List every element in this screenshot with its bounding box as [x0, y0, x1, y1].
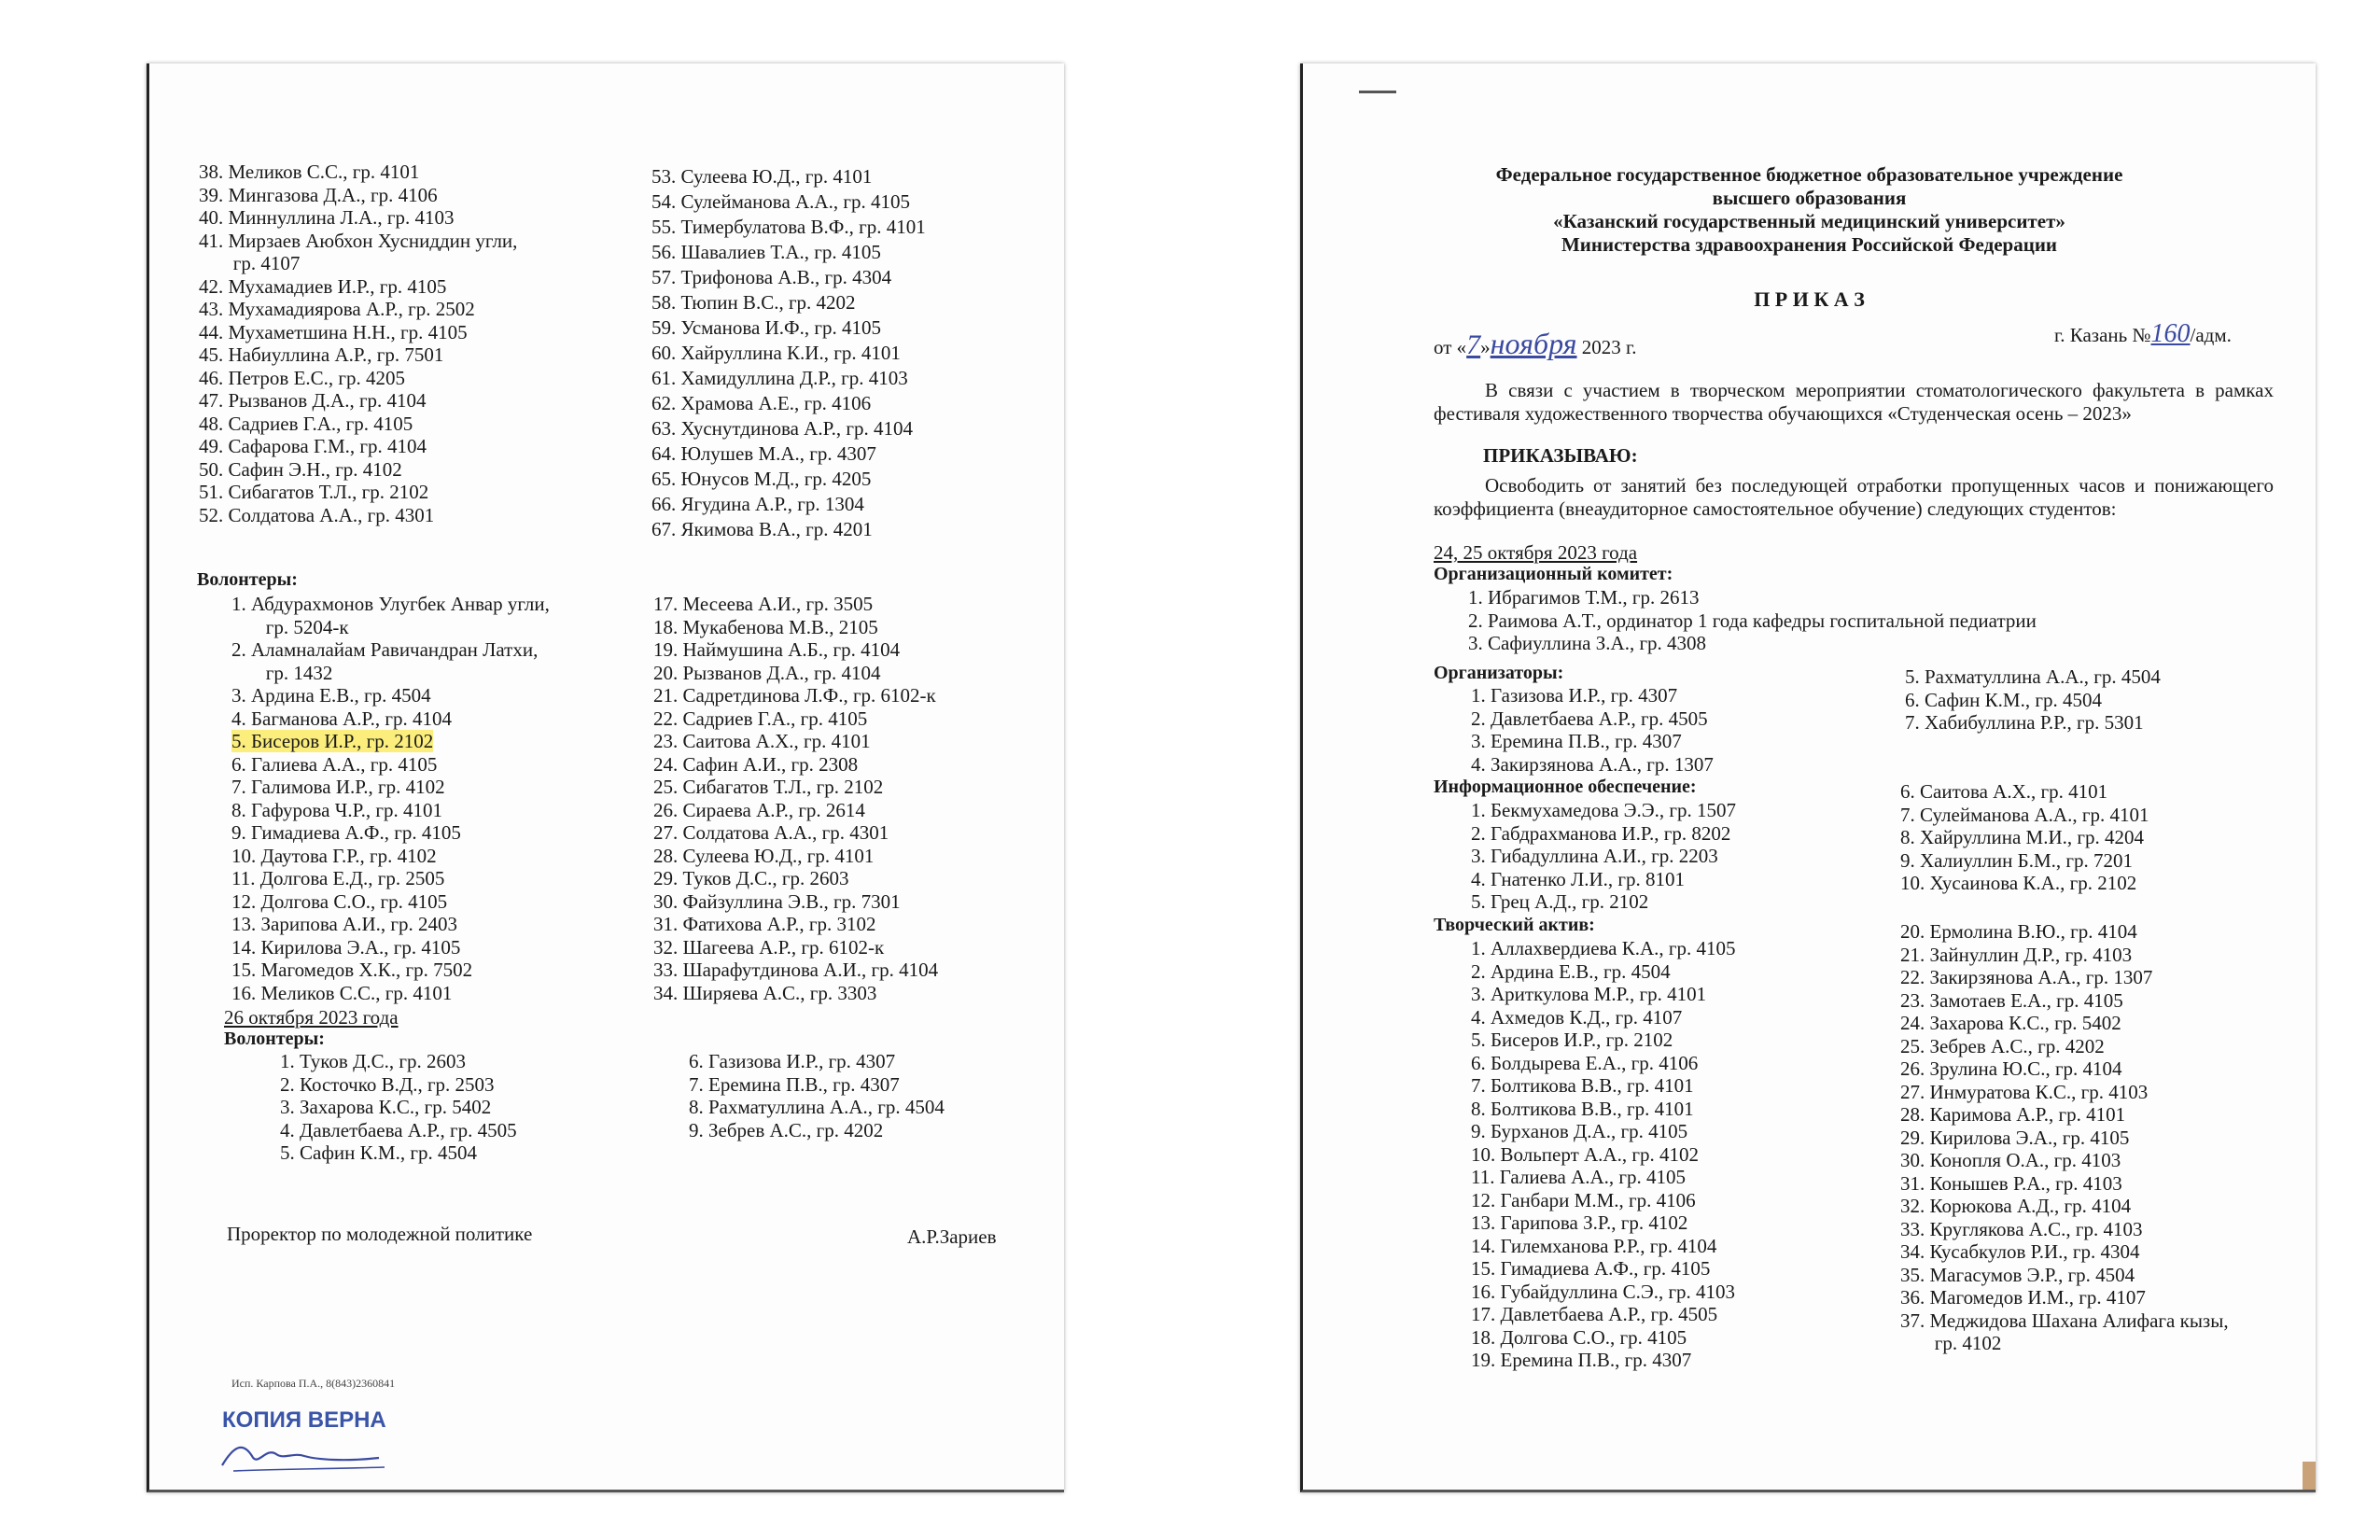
list-item: 34. Кусабкулов Р.И., гр. 4304 [1900, 1240, 2140, 1263]
list-item: 23. Замотаев Е.А., гр. 4105 [1900, 988, 2123, 1012]
header-line: Министерства здравоохранения Российской Федерации [1561, 233, 2058, 256]
list-item: 3. Гибадуллина А.И., гр. 2203 [1471, 845, 1718, 867]
order-body: Освободить от занятий без последующей отработки пропущенных часов и понижающего коэффициента (внеаудиторное самостоятельное обучение) следующих студентов: [1434, 474, 2274, 520]
list-item: 7. Сулейманова А.А., гр. 4101 [1900, 803, 2149, 826]
section-title-org: Организационный комитет: [1434, 564, 1673, 584]
list-item: 6. Галиева А.А., гр. 4105 [231, 752, 438, 776]
list-item: 34. Ширяева А.С., гр. 3303 [653, 981, 877, 1004]
intro-paragraph: В связи с участием в творческом мероприятии стоматологического факультета в рамках фестиваля художественного творчества обучающихся «Студенческая осень – 2023» [1434, 379, 2274, 425]
copy-stamp: КОПИЯ ВЕРНА [222, 1407, 386, 1433]
date-day-handwritten: 7 [1466, 329, 1481, 360]
order-date [1434, 327, 1637, 360]
list-item: 6. Газизова И.Р., гр. 4307 [689, 1050, 896, 1072]
list-item: 21. Садретдинова Л.Ф., гр. 6102-к [653, 684, 936, 707]
list-item: 31. Фатихова А.Р., гр. 3102 [653, 913, 876, 935]
order-suffix: /адм. [2190, 324, 2232, 346]
list-col-1 [199, 161, 517, 526]
header-line: «Казанский государственный медицинский университет» [1553, 210, 2065, 232]
list-item: 3. Сафиуллина З.А., гр. 4308 [1468, 632, 1707, 654]
date-month-handwritten: ноября [1490, 327, 1577, 360]
creative-col-1 [1471, 937, 1736, 1372]
list-item: 3. Ариткулова М.Р., гр. 4101 [1471, 983, 1707, 1005]
list-item: 18. Долгова С.О., гр. 4105 [1471, 1325, 1687, 1349]
order-number [2054, 319, 2232, 348]
list-item: 37. Меджидова Шахана Алифага кызы, [1900, 1309, 2229, 1332]
page-edge-mark [1359, 91, 1396, 93]
list-item: 16. Меликов С.С., гр. 4101 [231, 981, 453, 1004]
date-heading: 24, 25 октября 2023 года [1434, 541, 1638, 564]
section-title-creative: Творческий актив: [1434, 915, 1595, 935]
list-item: 6. Саитова А.Х., гр. 4101 [1900, 780, 2108, 803]
date-prefix: от « [1434, 336, 1467, 358]
organizers-col-2 [1905, 665, 2161, 735]
list-item: гр. 5204-к [231, 615, 349, 638]
list-item: 12. Долгова С.О., гр. 4105 [231, 889, 448, 913]
list-item: 24. Сафин А.И., гр. 2308 [653, 752, 859, 776]
volunteers-col-1 [231, 593, 550, 1004]
list-item: 4. Давлетбаева А.Р., гр. 4505 [280, 1118, 517, 1141]
list-item: 27. Инмуратова К.С., гр. 4103 [1900, 1080, 2149, 1103]
list-item: 3. Еремина П.В., гр. 4307 [1471, 730, 1682, 752]
list-item: 52. Солдатова А.А., гр. 4301 [199, 503, 435, 526]
list-item: 32. Шагеева А.Р., гр. 6102-к [653, 935, 885, 959]
section-title-organizers: Организаторы: [1434, 663, 1564, 683]
list-item: 45. Набиуллина А.Р., гр. 7501 [199, 343, 444, 366]
list-item: 39. Мингазова Д.А., гр. 4106 [199, 183, 438, 206]
list-item: 2. Давлетбаева А.Р., гр. 4505 [1471, 707, 1708, 730]
list-item: 20. Рызванов Д.А., гр. 4104 [653, 661, 881, 684]
list-item: 24. Захарова К.С., гр. 5402 [1900, 1012, 2121, 1034]
list-item: гр. 4107 [199, 252, 301, 274]
list-item: 50. Сафин Э.Н., гр. 4102 [199, 457, 402, 481]
list-item: 18. Мукабенова М.В., 2105 [653, 615, 878, 638]
list-item: 14. Гилемханова Р.Р., гр. 4104 [1471, 1234, 1717, 1257]
list-item: 33. Шарафутдинова А.И., гр. 4104 [653, 959, 939, 981]
list-item: 8. Рахматуллина А.А., гр. 4504 [689, 1096, 945, 1118]
signature-stamp-icon [215, 1428, 392, 1477]
list-item: 11. Долгова Е.Д., гр. 2505 [231, 867, 445, 889]
list-item: 2. Ардина Е.В., гр. 4504 [1471, 959, 1671, 983]
list-item: 7. Галимова И.Р., гр. 4102 [231, 776, 445, 798]
header-line: Федеральное государственное бюджетное образовательное учреждение [1495, 163, 2123, 186]
list-item: 17. Давлетбаева А.Р., гр. 4505 [1471, 1303, 1718, 1325]
list-item: 58. Тюпин В.С., гр. 4202 [651, 291, 856, 314]
list-item: 47. Рызванов Д.А., гр. 4104 [199, 389, 427, 412]
list-item: 2. Косточко В.Д., гр. 2503 [280, 1072, 495, 1096]
list-item: 6. Сафин К.М., гр. 4504 [1905, 688, 2102, 711]
list-item: 2. Аламналайам Равичандран Латхи, [231, 638, 539, 661]
info-col-2 [1900, 780, 2149, 895]
list-item: 1. Газизова И.Р., гр. 4307 [1471, 684, 1678, 707]
list-item: 61. Хамидуллина Д.Р., гр. 4103 [651, 367, 908, 389]
list-item: 10. Вольперт А.А., гр. 4102 [1471, 1142, 1699, 1166]
list-item: 1. Ибрагимов Т.М., гр. 2613 [1468, 586, 1700, 609]
list-item: 1. Бекмухамедова Э.Э., гр. 1507 [1471, 799, 1736, 821]
list-item: 11. Галиева А.А., гр. 4105 [1471, 1166, 1687, 1188]
list-item: 63. Хуснутдинова А.Р., гр. 4104 [651, 417, 913, 440]
list-item: 29. Туков Д.С., гр. 2603 [653, 867, 849, 889]
list-item: 20. Ермолина В.Ю., гр. 4104 [1900, 920, 2137, 943]
date-heading: 26 октября 2023 года [224, 1006, 399, 1029]
list-item: 31. Конышев Р.А., гр. 4103 [1900, 1171, 2122, 1195]
list-item: 33. Круглякова А.С., гр. 4103 [1900, 1217, 2143, 1240]
list-item: 21. Зайнуллин Д.Р., гр. 4103 [1900, 943, 2133, 966]
list-item: 29. Кирилова Э.А., гр. 4105 [1900, 1126, 2130, 1149]
list-item: 35. Магасумов Э.Р., гр. 4504 [1900, 1263, 2135, 1286]
list-item: 7. Болтикова В.В., гр. 4101 [1471, 1074, 1694, 1097]
signer-position: Проректор по молодежной политике [227, 1223, 533, 1245]
list-item: 1. Туков Д.С., гр. 2603 [280, 1050, 467, 1072]
date-mid: » [1480, 336, 1491, 358]
list-item: 9. Зебрев А.С., гр. 4202 [689, 1118, 884, 1141]
list-item: 32. Корюкова А.Д., гр. 4104 [1900, 1195, 2132, 1217]
list-item: 22. Закирзянова А.А., гр. 1307 [1900, 966, 2153, 988]
list-item: 2. Раимова А.Т., ординатор 1 года кафедры госпитальной педиатрии [1468, 609, 2037, 632]
order-title: П Р И К А З [1754, 287, 1865, 311]
institution-header [1303, 163, 2316, 257]
list-item-highlighted [231, 730, 550, 753]
list-item: 27. Солдатова А.А., гр. 4301 [653, 821, 889, 844]
list-item: 26. Зрулина Ю.С., гр. 4104 [1900, 1057, 2122, 1080]
list-item: 4. Гнатенко Л.И., гр. 8101 [1471, 867, 1686, 890]
volunteers-col-2 [653, 593, 938, 1004]
list-item: 54. Сулейманова А.А., гр. 4105 [651, 190, 910, 213]
list-item: 9. Халиуллин Б.М., гр. 7201 [1900, 848, 2133, 872]
list-item: 67. Якимова В.А., гр. 4201 [651, 518, 873, 540]
list-item: 60. Хайруллина К.И., гр. 4101 [651, 342, 901, 364]
list-item: 57. Трифонова А.В., гр. 4304 [651, 266, 892, 288]
list-item: 26. Сираева А.Р., гр. 2614 [653, 798, 865, 821]
list-item: 53. Сулеева Ю.Д., гр. 4101 [651, 165, 873, 188]
right-page [1300, 63, 2316, 1492]
list-item: 5. Грец А.Д., гр. 2102 [1471, 890, 1649, 913]
list-item: 15. Гимадиева А.Ф., гр. 4105 [1471, 1257, 1711, 1280]
list-item: 43. Мухамадиярова А.Р., гр. 2502 [199, 298, 475, 320]
list-item: 64. Юлушев М.А., гр. 4307 [651, 442, 876, 465]
list-item: 3. Ардина Е.В., гр. 4504 [231, 684, 431, 707]
page-corner-shadow [2303, 1462, 2316, 1490]
list-item: 5. Бисеров И.Р., гр. 2102 [1471, 1029, 1673, 1051]
list-item: 19. Наймушина А.Б., гр. 4104 [653, 638, 901, 661]
order-word: ПРИКАЗЫВАЮ: [1483, 444, 1638, 467]
list-item: 13. Гарипова З.Р., гр. 4102 [1471, 1211, 1688, 1234]
org-list [1468, 586, 2037, 655]
list-item: 1. Абдурахмонов Улугбек Анвар угли, [231, 593, 550, 615]
list-item: 13. Зарипова А.И., гр. 2403 [231, 913, 457, 935]
list-item: 30. Файзуллина Э.В., гр. 7301 [653, 889, 901, 913]
list-item: 12. Ганбари М.М., гр. 4106 [1471, 1188, 1696, 1211]
list-item: 65. Юнусов М.Д., гр. 4205 [651, 468, 872, 490]
list-item: 16. Губайдуллина С.Э., гр. 4103 [1471, 1280, 1736, 1303]
list-item: 10. Хусаинова К.А., гр. 2102 [1900, 872, 2137, 894]
list-item: 4. Багманова А.Р., гр. 4104 [231, 707, 452, 730]
list-item: 4. Ахмедов К.Д., гр. 4107 [1471, 1005, 1683, 1029]
list-item: 3. Захарова К.С., гр. 5402 [280, 1096, 492, 1118]
list-item: 46. Петров Е.С., гр. 4205 [199, 366, 406, 389]
list-item: 25. Сибагатов Т.Л., гр. 2102 [653, 776, 884, 798]
list-item: 7. Хабибуллина Р.Р., гр. 5301 [1905, 711, 2144, 734]
list-item: 51. Сибагатов Т.Л., гр. 2102 [199, 481, 429, 503]
list-item: 28. Сулеева Ю.Д., гр. 4101 [653, 844, 875, 867]
list-item: 62. Храмова А.Е., гр. 4106 [651, 392, 872, 414]
signer-name: А.Р.Зариев [907, 1225, 997, 1248]
list-item: 28. Каримова А.Р., гр. 4101 [1900, 1103, 2126, 1126]
list-item: 14. Кирилова Э.А., гр. 4105 [231, 935, 461, 959]
volunteers2-col-2 [689, 1050, 945, 1141]
list-item: 8. Гафурова Ч.Р., гр. 4101 [231, 798, 443, 821]
list-item: 7. Еремина П.В., гр. 4307 [689, 1072, 900, 1096]
section-title-volunteers-2: Волонтеры: [224, 1029, 325, 1049]
list-item: 48. Садриев Г.А., гр. 4105 [199, 412, 413, 435]
list-item: 66. Ягудина А.Р., гр. 1304 [651, 493, 864, 515]
list-item: 41. Мирзаев Аюбхон Хусниддин угли, [199, 229, 518, 252]
list-item: 56. Шавалиев Т.А., гр. 4105 [651, 241, 881, 263]
list-item: 5. Сафин К.М., гр. 4504 [280, 1141, 477, 1164]
list-item: 38. Меликов С.С., гр. 4101 [199, 161, 420, 183]
list-item: 1. Аллахвердиева К.А., гр. 4105 [1471, 937, 1736, 959]
list-item: 55. Тимербулатова В.Ф., гр. 4101 [651, 216, 926, 238]
header-line: высшего образования [1712, 187, 1907, 209]
order-number-handwritten: 160 [2150, 319, 2191, 348]
executor-note: Исп. Карпова П.А., 8(843)2360841 [231, 1377, 396, 1390]
date-year: 2023 г. [1576, 336, 1637, 358]
list-item: 17. Месеева А.И., гр. 3505 [653, 593, 874, 615]
list-item: гр. 4102 [1900, 1332, 2002, 1354]
list-item: 8. Болтикова В.В., гр. 4101 [1471, 1097, 1694, 1120]
list-col-2 [651, 164, 926, 542]
list-item: 25. Зебрев А.С., гр. 4202 [1900, 1034, 2105, 1057]
list-item: гр. 1432 [231, 661, 333, 684]
list-item: 19. Еремина П.В., гр. 4307 [1471, 1349, 1692, 1371]
list-item: 9. Бурханов Д.А., гр. 4105 [1471, 1120, 1688, 1142]
list-item: 42. Мухамадиев И.Р., гр. 4105 [199, 274, 447, 298]
list-item: 5. Рахматуллина А.А., гр. 4504 [1905, 665, 2161, 688]
list-item: 36. Магомедов И.М., гр. 4107 [1900, 1286, 2146, 1309]
info-col-1 [1471, 799, 1736, 914]
organizers-col-1 [1471, 684, 1714, 776]
list-item: 40. Миннуллина Л.А., гр. 4103 [199, 206, 455, 229]
section-title-info: Информационное обеспечение: [1434, 777, 1697, 797]
list-item: 8. Хайруллина М.И., гр. 4204 [1900, 826, 2144, 848]
list-item: 9. Гимадиева А.Ф., гр. 4105 [231, 821, 461, 844]
list-item: 10. Даутова Г.Р., гр. 4102 [231, 844, 437, 867]
highlight-marker: 5. Бисеров И.Р., гр. 2102 [231, 730, 434, 752]
list-item: 15. Магомедов Х.К., гр. 7502 [231, 959, 473, 981]
list-item: 44. Мухаметшина Н.Н., гр. 4105 [199, 320, 468, 343]
list-item: 4. Закирзянова А.А., гр. 1307 [1471, 752, 1714, 776]
list-item: 23. Саитова А.Х., гр. 4101 [653, 730, 871, 752]
list-item: 6. Болдырева Е.А., гр. 4106 [1471, 1051, 1699, 1074]
list-item: 30. Конопля О.А., гр. 4103 [1900, 1149, 2121, 1171]
list-item: 2. Габдрахманова И.Р., гр. 8202 [1471, 821, 1731, 845]
list-item: 22. Садриев Г.А., гр. 4105 [653, 707, 868, 730]
section-title-volunteers: Волонтеры: [197, 569, 298, 590]
city-prefix: г. Казань № [2054, 324, 2151, 346]
left-page [147, 63, 1064, 1492]
volunteers2-col-1 [280, 1050, 517, 1165]
list-item: 59. Усманова И.Ф., гр. 4105 [651, 316, 881, 339]
creative-col-2 [1900, 920, 2229, 1355]
list-item: 49. Сафарова Г.М., гр. 4104 [199, 435, 427, 457]
